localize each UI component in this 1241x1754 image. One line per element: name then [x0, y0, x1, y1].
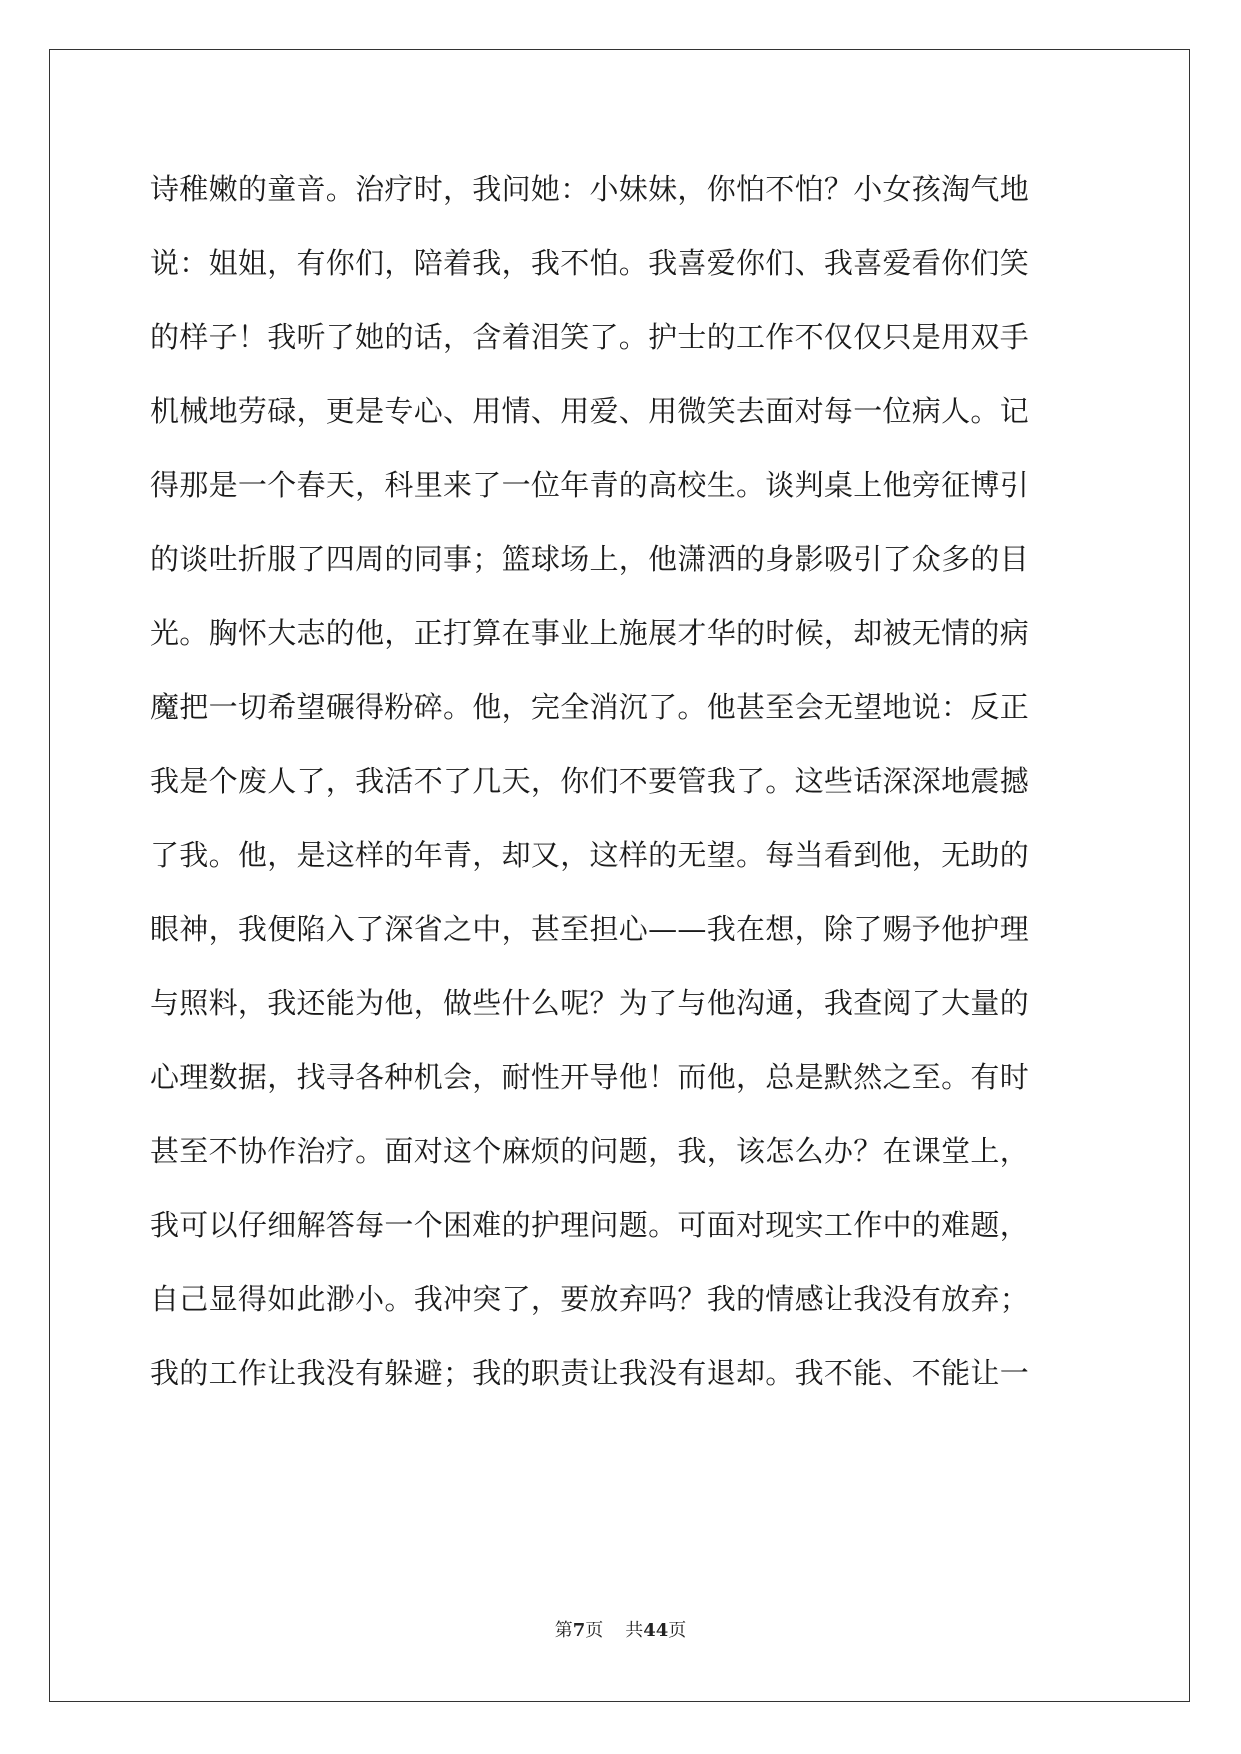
text-line: 甚至不协作治疗。面对这个麻烦的问题，我，该怎么办？在课堂上， — [150, 1134, 1030, 1168]
text-line: 我可以仔细解答每一个困难的护理问题。可面对现实工作中的难题， — [150, 1208, 1030, 1242]
total-prefix: 共 — [625, 1620, 644, 1641]
page-footer — [0, 1616, 1241, 1642]
text-line: 了我。他，是这样的年青，却又，这样的无望。每当看到他，无助的 — [150, 838, 1030, 872]
text-line: 自己显得如此渺小。我冲突了，要放弃吗？我的情感让我没有放弃； — [150, 1282, 1030, 1316]
total-pages: 44 — [643, 1620, 669, 1641]
text-line: 心理数据，找寻各种机会，耐性开导他！而他，总是默然之至。有时 — [150, 1060, 1030, 1094]
text-line: 光。胸怀大志的他，正打算在事业上施展才华的时候，却被无情的病 — [150, 616, 1030, 650]
total-suffix: 页 — [668, 1620, 687, 1641]
page-suffix: 页 — [585, 1620, 604, 1641]
text-line: 我的工作让我没有躲避；我的职责让我没有退却。我不能、不能让一 — [150, 1356, 1030, 1390]
text-line: 眼神，我便陷入了深省之中，甚至担心——我在想，除了赐予他护理 — [150, 912, 1030, 946]
text-line: 诗稚嫩的童音。治疗时，我问她：小妹妹，你怕不怕？小女孩淘气地 — [150, 172, 1030, 206]
page-prefix: 第 — [554, 1620, 573, 1641]
text-line: 得那是一个春天，科里来了一位年青的高校生。谈判桌上他旁征博引 — [150, 468, 1030, 502]
text-line: 的谈吐折服了四周的同事；篮球场上，他潇洒的身影吸引了众多的目 — [150, 542, 1030, 576]
text-line: 与照料，我还能为他，做些什么呢？为了与他沟通，我查阅了大量的 — [150, 986, 1030, 1020]
page-number: 7 — [572, 1620, 586, 1641]
text-line: 说：姐姐，有你们，陪着我，我不怕。我喜爱你们、我喜爱看你们笑 — [150, 246, 1030, 280]
body-text — [150, 160, 1100, 1418]
text-line: 机械地劳碌，更是专心、用情、用爱、用微笑去面对每一位病人。记 — [150, 394, 1030, 428]
text-line: 我是个废人了，我活不了几天，你们不要管我了。这些话深深地震撼 — [150, 764, 1030, 798]
text-line: 的样子！我听了她的话，含着泪笑了。护士的工作不仅仅只是用双手 — [150, 320, 1030, 354]
text-line: 魔把一切希望碾得粉碎。他，完全消沉了。他甚至会无望地说：反正 — [150, 690, 1030, 724]
